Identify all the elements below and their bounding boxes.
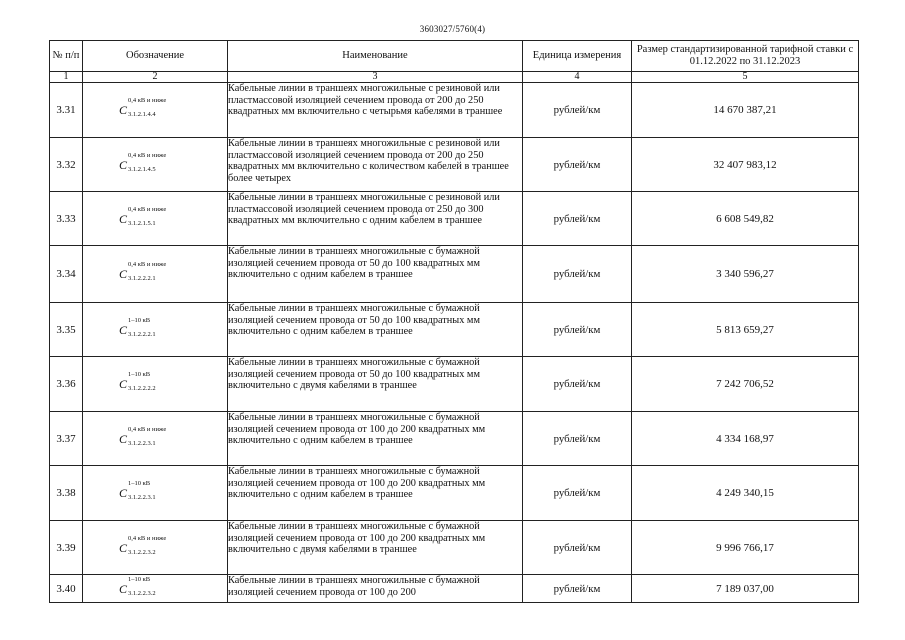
symbol-base: C [119,431,128,446]
symbol-superscript: 0,4 кВ и ниже [128,205,167,213]
name-cell: Кабельные линии в траншеях многожильные с бумажной изоляцией сечением провода от 50 до 100 квадратных мм включительно с двумя кабелями в траншее [228,357,523,412]
table-row [50,412,859,466]
name-cell: Кабельные линии в траншеях многожильные с бумажной изоляцией сечением провода от 100 до 200 квадратных мм включительно с одним кабелем в траншее [228,412,523,466]
unit-cell: рублей/км [523,575,632,603]
symbol-base: C [119,322,128,337]
tariff-table [49,40,859,603]
rate-cell: 7 242 706,52 [632,357,859,412]
symbol-base: C [119,377,128,391]
tariff-symbol [119,425,167,447]
symbol-superscript: 0,4 кВ и ниже [128,534,167,542]
name-cell: Кабельные линии в траншеях многожильные с бумажной изоляцией сечением провода от 50 до 100 квадратных мм включительно с одним кабелем в траншее [228,303,523,357]
tariff-symbol [119,575,156,597]
column-number: 4 [523,72,632,83]
rate-cell: 7 189 037,00 [632,575,859,603]
row-number: 3.32 [50,138,83,192]
unit-cell: рублей/км [523,521,632,575]
symbol-subscript: 3.1.2.2.2.1 [128,275,156,282]
table-row [50,521,859,575]
symbol-superscript: 0,4 кВ и ниже [128,97,167,104]
symbol-superscript: 0,4 кВ и ниже [128,261,167,268]
unit-cell: рублей/км [523,303,632,357]
row-number: 3.39 [50,521,83,575]
row-number: 3.31 [50,83,83,138]
designation-cell [83,412,228,466]
tariff-symbol [119,261,167,282]
rate-cell: 4 249 340,15 [632,466,859,521]
symbol-superscript: 1–10 кВ [128,480,151,487]
designation-cell [83,138,228,192]
column-number-row [50,72,859,83]
symbol-subscript: 3.1.2.2.3.1 [128,439,156,447]
rate-cell: 32 407 983,12 [632,138,859,192]
tariff-symbol [119,151,167,173]
symbol-subscript: 3.1.2.2.3.2 [128,589,156,597]
header-unit: Единица измерения [523,41,632,72]
header-row [50,41,859,72]
name-cell: Кабельные линии в траншеях многожильные с резиновой или пластмассовой изоляцией сечением провода от 200 до 250 квадратных мм включительно с количеством кабелей в траншее более четырех [228,138,523,192]
row-number: 3.35 [50,303,83,357]
name-cell: Кабельные линии в траншеях многожильные с бумажной изоляцией сечением провода от 100 до 200 квадратных мм включительно с двумя кабелями в траншее [228,521,523,575]
table-row [50,246,859,303]
symbol-superscript: 0,4 кВ и ниже [128,151,167,159]
table-row [50,466,859,521]
unit-cell: рублей/км [523,357,632,412]
symbol-subscript: 3.1.2.1.4.4 [128,111,156,118]
symbol-subscript: 3.1.2.2.2.1 [128,330,156,338]
table-row [50,83,859,138]
unit-cell: рублей/км [523,412,632,466]
designation-cell [83,357,228,412]
unit-cell: рублей/км [523,83,632,138]
unit-cell: рублей/км [523,192,632,246]
symbol-base: C [119,267,128,281]
rate-cell: 4 334 168,97 [632,412,859,466]
name-cell: Кабельные линии в траншеях многожильные с бумажной изоляцией сечением провода от 100 до 200 [228,575,523,603]
unit-cell: рублей/км [523,466,632,521]
row-number: 3.40 [50,575,83,603]
header-num: № п/п [50,41,83,72]
symbol-subscript: 3.1.2.2.3.1 [128,494,156,501]
symbol-base: C [119,581,128,596]
tariff-symbol [119,534,167,556]
rate-cell: 6 608 549,82 [632,192,859,246]
designation-cell [83,83,228,138]
document-id: 3603027/5760(4) [419,24,486,34]
symbol-superscript: 1–10 кВ [128,371,151,378]
unit-cell: рублей/км [523,246,632,303]
tariff-symbol [119,316,156,338]
symbol-subscript: 3.1.2.1.4.5 [128,165,156,173]
header-rate: Размер стандартизированной тарифной ставки с 01.12.2022 по 31.12.2023 [632,41,859,72]
designation-cell [83,466,228,521]
row-number: 3.38 [50,466,83,521]
tariff-symbol [119,480,156,501]
column-number: 2 [83,72,228,83]
symbol-base: C [119,486,128,500]
table-row [50,357,859,412]
symbol-superscript: 1–10 кВ [128,316,151,324]
name-cell: Кабельные линии в траншеях многожильные с резиновой или пластмассовой изоляцией сечением провода от 250 до 300 квадратных мм включительно с одним кабелем в траншее [228,192,523,246]
column-number: 3 [228,72,523,83]
name-cell: Кабельные линии в траншеях многожильные с бумажной изоляцией сечением провода от 50 до 100 квадратных мм включительно с одним кабелем в траншее [228,246,523,303]
row-number: 3.36 [50,357,83,412]
symbol-base: C [119,103,128,117]
header-name: Наименование [228,41,523,72]
symbol-superscript: 0,4 кВ и ниже [128,425,167,433]
table-row [50,192,859,246]
symbol-subscript: 3.1.2.2.3.2 [128,548,156,556]
table-row [50,303,859,357]
table-body [50,83,859,603]
table-row [50,575,859,603]
symbol-base: C [119,157,128,172]
unit-cell: рублей/км [523,138,632,192]
symbol-subscript: 3.1.2.2.2.2 [128,385,156,392]
designation-cell [83,246,228,303]
rate-cell: 14 670 387,21 [632,83,859,138]
rate-cell: 9 996 766,17 [632,521,859,575]
designation-cell [83,303,228,357]
header-designation: Обозначение [83,41,228,72]
name-cell: Кабельные линии в траншеях многожильные с резиновой или пластмассовой изоляцией сечением провода от 200 до 250 квадратных мм включительно с четырьмя кабелями в траншее [228,83,523,138]
symbol-base: C [119,540,128,555]
row-number: 3.33 [50,192,83,246]
tariff-symbol [119,205,167,227]
tariff-symbol [119,371,156,392]
row-number: 3.34 [50,246,83,303]
rate-cell: 3 340 596,27 [632,246,859,303]
tariff-symbol [119,97,167,118]
row-number: 3.37 [50,412,83,466]
symbol-superscript: 1–10 кВ [128,575,151,583]
designation-cell [83,192,228,246]
symbol-subscript: 3.1.2.1.5.1 [128,219,156,227]
symbol-base: C [119,211,128,226]
table-row [50,138,859,192]
column-number: 1 [50,72,83,83]
column-number: 5 [632,72,859,83]
designation-cell [83,521,228,575]
rate-cell: 5 813 659,27 [632,303,859,357]
name-cell: Кабельные линии в траншеях многожильные с бумажной изоляцией сечением провода от 100 до 200 квадратных мм включительно с одним кабелем в траншее [228,466,523,521]
designation-cell [83,575,228,603]
